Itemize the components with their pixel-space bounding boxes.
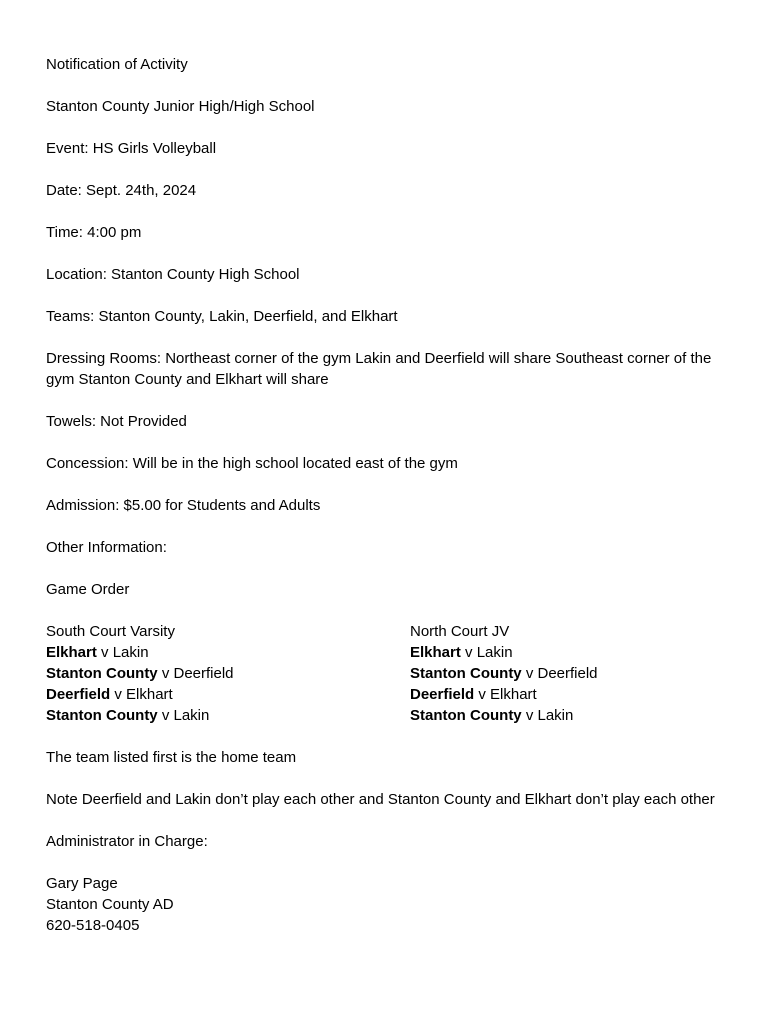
teams-line: Teams: Stanton County, Lakin, Deerfield, and Elkhart [46,308,398,325]
administrator-title: Stanton County AD [46,896,174,913]
other-information-heading: Other Information: [46,539,167,556]
home-team: Elkhart [410,644,461,661]
opponent: v Lakin [157,707,210,724]
time-line: Time: 4:00 pm [46,224,142,241]
north-court-column [410,621,726,726]
south-court-column [46,621,410,726]
administrator-heading: Administrator in Charge: [46,833,208,850]
opponent: v Lakin [96,644,149,661]
home-team: Stanton County [410,707,522,724]
north-court-game [410,684,726,705]
south-court-game [46,642,410,663]
north-court-game [410,642,726,663]
home-team: Stanton County [46,707,158,724]
home-team: Deerfield [46,686,111,703]
towels-line: Towels: Not Provided [46,413,187,430]
school-name: Stanton County Junior High/High School [46,98,315,115]
matchup-note: Note Deerfield and Lakin don’t play each other and Stanton County and Elkhart don’t play each other [46,791,715,808]
document-page [46,54,726,936]
home-team: Deerfield [410,686,475,703]
location-line: Location: Stanton County High School [46,266,300,283]
admission-line: Admission: $5.00 for Students and Adults [46,497,321,514]
event-line: Event: HS Girls Volleyball [46,140,217,157]
south-court-game [46,705,410,726]
concession-line: Concession: Will be in the high school located east of the gym [46,455,458,472]
game-order-heading: Game Order [46,581,130,598]
home-team: Stanton County [410,665,522,682]
north-court-game [410,663,726,684]
opponent: v Elkhart [110,686,173,703]
home-team-note: The team listed first is the home team [46,749,297,766]
south-court-game [46,663,410,684]
date-line: Date: Sept. 24th, 2024 [46,182,197,199]
administrator-phone: 620-518-0405 [46,917,140,934]
document-title: Notification of Activity [46,56,188,73]
administrator-signature [46,873,726,936]
opponent: v Elkhart [474,686,537,703]
north-court-game [410,705,726,726]
home-team: Elkhart [46,644,97,661]
opponent: v Deerfield [521,665,598,682]
opponent: v Deerfield [157,665,234,682]
opponent: v Lakin [521,707,574,724]
game-order-columns [46,621,726,726]
north-court-heading: North Court JV [410,623,510,640]
administrator-name: Gary Page [46,875,118,892]
opponent: v Lakin [460,644,513,661]
south-court-game [46,684,410,705]
south-court-heading: South Court Varsity [46,623,175,640]
home-team: Stanton County [46,665,158,682]
dressing-rooms-line: Dressing Rooms: Northeast corner of the gym Lakin and Deerfield will share Southeast corner of the gym Stanton County and Elkhart will share [46,350,712,388]
